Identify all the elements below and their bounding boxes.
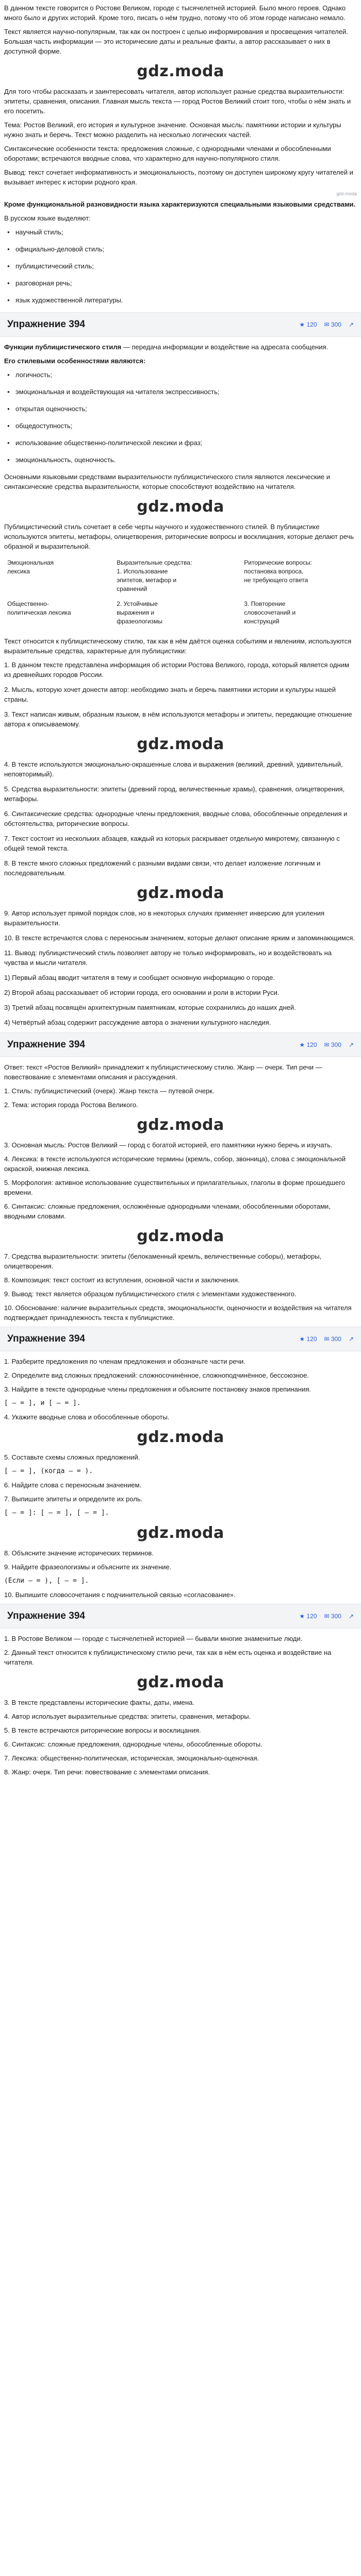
list-item: 1. В данном тексте представлена информация об истории Ростова Великого, города, который является одним из древнейших городов России. <box>4 661 349 679</box>
list-item: 2. Мысль, которую хочет донести автор: необходимо знать и беречь памятники истории и культуры нашей страны. <box>4 686 336 703</box>
paragraph: 4. Автор использует выразительные средства: эпитеты, сравнения, метафоры. <box>4 1713 251 1720</box>
comments-button[interactable] <box>324 321 341 328</box>
section-syntax-tasks <box>4 1357 357 1604</box>
table-cell: Риторические вопросы: постановка вопроса, не требующего ответа <box>244 559 312 584</box>
list-item: 11. Вывод: публицистический стиль позволяет автору не только информировать, но и воздействовать на чувства и мысли читателя. <box>4 949 332 967</box>
share-icon: ↗ <box>348 1041 354 1048</box>
paragraph: 2. Данный текст относится к публицистическому стилю речи, так как в нём есть оценка и воздействие на читателя. <box>4 1649 332 1666</box>
paragraph: 3. В тексте представлены исторические факты, даты, имена. <box>4 1699 195 1706</box>
paragraph <box>4 342 357 352</box>
section-publicistic <box>4 342 357 1032</box>
paragraph: В русском языке выделяют: <box>4 214 91 222</box>
share-button[interactable] <box>349 1335 354 1343</box>
list-item: ● открытая оценочность; <box>15 404 357 414</box>
paragraph: 10. Обоснование: наличие выразительных средств, эмоциональности, оценочности и воздействия на читателя подтверждает принадлежность текста к публицистике. <box>4 1304 352 1321</box>
paragraph: 2. Тема: история города Ростова Великого. <box>4 1101 138 1109</box>
share-icon: ↗ <box>348 1335 354 1343</box>
list-item: 3) Третий абзац посвящён архитектурным памятникам, которые сохранились до наших дней. <box>4 1004 296 1011</box>
features-title: Его стилевыми особенностями являются: <box>4 357 146 365</box>
list-item: 4. В тексте используются эмоционально-окрашенные слова и выражения (великий, древний, удивительный, неповторимый). <box>4 760 343 778</box>
paragraph: Текст относится к публицистическому стилю, так как в нём даётся оценка событиям и явлениям, используются выразительные средства, характерные для публицистики: <box>4 637 352 655</box>
paragraph: Публицистический стиль сочетает в себе черты научного и художественного стилей. В публицистике используются эпитеты, метафоры, олицетворения, риторические вопросы и восклицания, которые делают речь образной и выразительной. <box>4 523 354 550</box>
scheme: [ — = ], (когда — = ). <box>4 1467 93 1475</box>
paragraph: 9. Найдите фразеологизмы и объясните их значение. <box>4 1563 172 1571</box>
source-label: gdz.moda <box>336 191 357 196</box>
list-item: ● использование общественно-политической лексики и фраз; <box>15 438 357 448</box>
features-table <box>4 555 357 629</box>
list-item: 8. В тексте много сложных предложений с разными видами связи, что делает изложение логичным и последовательным. <box>4 859 321 877</box>
paragraph: 3. Основная мысль: Ростов Великий — город с богатой историей, его памятники нужно беречь и изучать. <box>4 1141 333 1149</box>
watermark: gdz.moda <box>137 1227 224 1245</box>
paragraph: 7. Средства выразительности: эпитеты (белокаменный кремль, величественные соборы), метафоры, олицетворения. <box>4 1252 322 1270</box>
paragraph: 6. Найдите слова с переносным значением. <box>4 1481 142 1489</box>
exercise-title: Упражнение 394 <box>7 319 85 330</box>
rating-button[interactable] <box>299 1335 317 1343</box>
comment-icon: ✉ 300 <box>324 1335 341 1343</box>
paragraph: В данном тексте говорится о Ростове Великом, городе с тысячелетней историей. Было много героев. Однако много было и других историй. Кроме того, писать о нём трудно, потому что об этом городе написано немало. <box>4 4 346 22</box>
watermark: gdz.moda <box>137 1673 224 1691</box>
list-item: 5. Средства выразительности: эпитеты (древний город, величественные храмы), сравнения, олицетворения, метафоры. <box>4 785 345 803</box>
paragraph: 7. Лексика: общественно-политическая, историческая, эмоционально-оценочная. <box>4 1754 259 1762</box>
comment-icon: ✉ 300 <box>324 1041 341 1048</box>
table-cell: 2. Устойчивые выражения и фразеологизмы <box>117 600 162 625</box>
comments-button[interactable] <box>324 1041 341 1048</box>
list-item: 7. Текст состоит из нескольких абзацев, каждый из которых раскрывает отдельную микротему, связанную с общей темой текста. <box>4 835 340 852</box>
table-cell: Выразительные средства: 1. Использование эпитетов, метафор и сравнений <box>117 559 192 592</box>
scheme: (Если — = ), [ — = ]. <box>4 1577 89 1585</box>
paragraph: 5. Составьте схемы сложных предложений. <box>4 1453 140 1461</box>
list-item: ● публицистический стиль; <box>15 261 357 271</box>
watermark: gdz.moda <box>137 1428 224 1446</box>
paragraph: 4. Лексика: в тексте используются исторические термины (кремль, собор, звонница), слова с эмоциональной окраской, книжная лексика. <box>4 1155 346 1173</box>
comment-icon: ✉ 300 <box>324 321 341 328</box>
paragraph: 8. Жанр: очерк. Тип речи: повествование с элементами описания. <box>4 1768 210 1776</box>
list-item: ● эмоциональная и воздействующая на читателя экспрессивность; <box>15 387 357 397</box>
star-icon: ★ 120 <box>299 1613 317 1620</box>
exercise-toolbar <box>299 321 354 328</box>
watermark: gdz.moda <box>137 1116 224 1134</box>
exercise-header <box>0 1032 361 1057</box>
comments-button[interactable] <box>324 1335 341 1343</box>
list-item: ● язык художественной литературы. <box>15 295 357 305</box>
section-summary <box>4 1634 357 1781</box>
list-item: ● эмоциональность, оценочность. <box>15 455 357 465</box>
scheme: [ — = ], и [ — = ]. <box>4 1399 81 1407</box>
table-cell: 3. Повторение словосочетаний и конструкций <box>244 600 296 625</box>
rating-button[interactable] <box>299 1613 317 1620</box>
paragraph: 1. В Ростове Великом — городе с тысячелетней историей — бывали многие знаменитые люди. <box>4 1635 303 1642</box>
rating-button[interactable] <box>299 1041 317 1048</box>
star-icon: ★ 120 <box>299 321 317 328</box>
paragraph: Для того чтобы рассказать и заинтересовать читателя, автор использует разные средства выразительности: эпитеты, сравнения, описания. Главная мысль текста — город Ростов Великий стоит того, чтобы о нём знать и его посетить. <box>4 88 351 115</box>
bold-lead: Функции публицистического стиля <box>4 343 122 351</box>
paragraph: 10. Выпишите словосочетания с подчинительной связью «согласование». <box>4 1591 236 1599</box>
section-intro <box>4 3 357 312</box>
share-button[interactable] <box>349 1041 354 1048</box>
list-item: 9. Автор использует прямой порядок слов, но в некоторых случаях применяет инверсию для усиления выразительности. <box>4 909 325 927</box>
exercise-title: Упражнение 394 <box>7 1333 85 1344</box>
section-answer-analysis <box>4 1062 357 1327</box>
list-item: ● логичность; <box>15 370 357 380</box>
comment-icon: ✉ 300 <box>324 1613 341 1620</box>
features-list <box>4 370 357 465</box>
exercise-toolbar <box>299 1613 354 1620</box>
table-row <box>4 597 357 629</box>
paragraph: 9. Вывод: текст является образцом публицистического стиля с элементами художественного. <box>4 1290 297 1298</box>
table-cell: Эмоциональная лексика <box>7 559 54 575</box>
paragraph: Синтаксические особенности текста: предложения сложные, с однородными членами и обособленными оборотами; встречаются вводные слова, что характерно для научно-популярного стиля. <box>4 145 331 162</box>
paragraph: 8. Объясните значение исторических терминов. <box>4 1549 154 1557</box>
star-icon: ★ 120 <box>299 1041 317 1048</box>
list-item: 2) Второй абзац рассказывает об истории города, его основании и роли в истории Руси. <box>4 989 280 996</box>
paragraph: Тема: Ростов Великий, его история и культурное значение. Основная мысль: памятники истории и культуры нужно знать и беречь. Текст можно разделить на несколько логических частей. <box>4 121 341 139</box>
paragraph: 6. Синтаксис: сложные предложения, осложнённые однородными членами, обособленными оборотами, вводными словами. <box>4 1202 331 1220</box>
exercise-header <box>0 1327 361 1351</box>
paragraph: 6. Синтаксис: сложные предложения, однородные члены, обособленные обороты. <box>4 1740 262 1748</box>
exercise-title: Упражнение 394 <box>7 1611 85 1621</box>
watermark: gdz.moda <box>137 884 224 902</box>
table-cell: Общественно- политическая лексика <box>7 600 71 616</box>
paragraph: 3. Найдите в тексте однородные члены предложения и объясните постановку знаков препинания. <box>4 1385 311 1393</box>
exercise-header <box>0 1604 361 1629</box>
paragraph: 1. Разберите предложения по членам предложения и обозначьте части речи. <box>4 1358 245 1365</box>
paragraph: 5. В тексте встречаются риторические вопросы и восклицания. <box>4 1726 201 1734</box>
star-icon: ★ 120 <box>299 1335 317 1343</box>
paragraph: 8. Композиция: текст состоит из вступления, основной части и заключения. <box>4 1276 240 1284</box>
paragraph: 4. Укажите вводные слова и обособленные обороты. <box>4 1413 170 1421</box>
share-button[interactable] <box>349 1613 354 1620</box>
exercise-toolbar <box>299 1335 354 1343</box>
exercise-header <box>0 312 361 337</box>
paragraph: Ответ: текст «Ростов Великий» принадлежит к публицистическому стилю. Жанр — очерк. Тип речи — повествование с элементами описания и рассуждения. <box>4 1063 322 1081</box>
paragraph: Кроме функциональной разновидности языка характеризуются специальными языковыми средствами. <box>4 200 356 208</box>
list-item: 10. В тексте встречаются слова с переносным значением, которые делают описание ярким и запоминающимся. <box>4 934 355 942</box>
watermark: gdz.moda <box>137 62 224 80</box>
list-item: ● научный стиль; <box>15 227 357 237</box>
list-item: 4) Четвёртый абзац содержит рассуждение автора о значении культурного наследия. <box>4 1019 271 1026</box>
list-item: 1) Первый абзац вводит читателя в тему и сообщает основную информацию о городе. <box>4 974 275 981</box>
table-row <box>4 555 357 597</box>
list-item: ● официально-деловой стиль; <box>15 244 357 254</box>
watermark: gdz.moda <box>137 498 224 516</box>
exercise-title: Упражнение 394 <box>7 1039 85 1050</box>
paragraph: Текст является научно-популярным, так как он построен с целью информирования и просвещения читателей. Большая часть информации — это исторические даты и реальные факты, а автор рассказывает о них в доступной форме. <box>4 28 348 55</box>
watermark: gdz.moda <box>137 1524 224 1542</box>
share-icon: ↗ <box>348 1613 354 1620</box>
numbered-list <box>4 660 357 1027</box>
paragraph: Вывод: текст сочетает информативность и эмоциональность, поэтому он доступен широкому кругу читателей и вызывает интерес к истории родного края. <box>4 168 353 186</box>
scheme: [ — = ]: [ — = ], [ — = ]. <box>4 1509 109 1517</box>
list-item: ● разговорная речь; <box>15 278 357 288</box>
list-item: 6. Синтаксические средства: однородные члены предложения, вводные слова, обособленные определения и обстоятельства, риторические вопросы. <box>4 810 348 827</box>
paragraph: 2. Определите вид сложных предложений: сложносочинённое, сложноподчинённое, бессоюзное. <box>4 1371 309 1379</box>
lead-rest: — передача информации и воздействие на адресата сообщения. <box>121 343 329 351</box>
paragraph: 1. Стиль: публицистический (очерк). Жанр текста — путевой очерк. <box>4 1087 215 1095</box>
exercise-toolbar <box>299 1041 354 1048</box>
paragraph: 5. Морфология: активное использование существительных и прилагательных, глаголы в форме прошедшего времени. <box>4 1179 345 1196</box>
paragraph: 7. Выпишите эпитеты и определите их роль. <box>4 1495 143 1503</box>
share-button[interactable] <box>349 321 354 328</box>
styles-list <box>4 227 357 305</box>
rating-button[interactable] <box>299 321 317 328</box>
share-icon: ↗ <box>348 321 354 328</box>
paragraph: Основными языковыми средствами выразительности публицистического стиля являются лексические и синтаксические средства выразительности, которые способствуют воздействию на читателя. <box>4 473 331 490</box>
list-item: 3. Текст написан живым, образным языком, в нём используются метафоры и эпитеты, передающие отношение автора к описываемому. <box>4 710 352 728</box>
comments-button[interactable] <box>324 1613 341 1620</box>
watermark: gdz.moda <box>137 735 224 753</box>
list-item: ● общедоступность; <box>15 421 357 431</box>
